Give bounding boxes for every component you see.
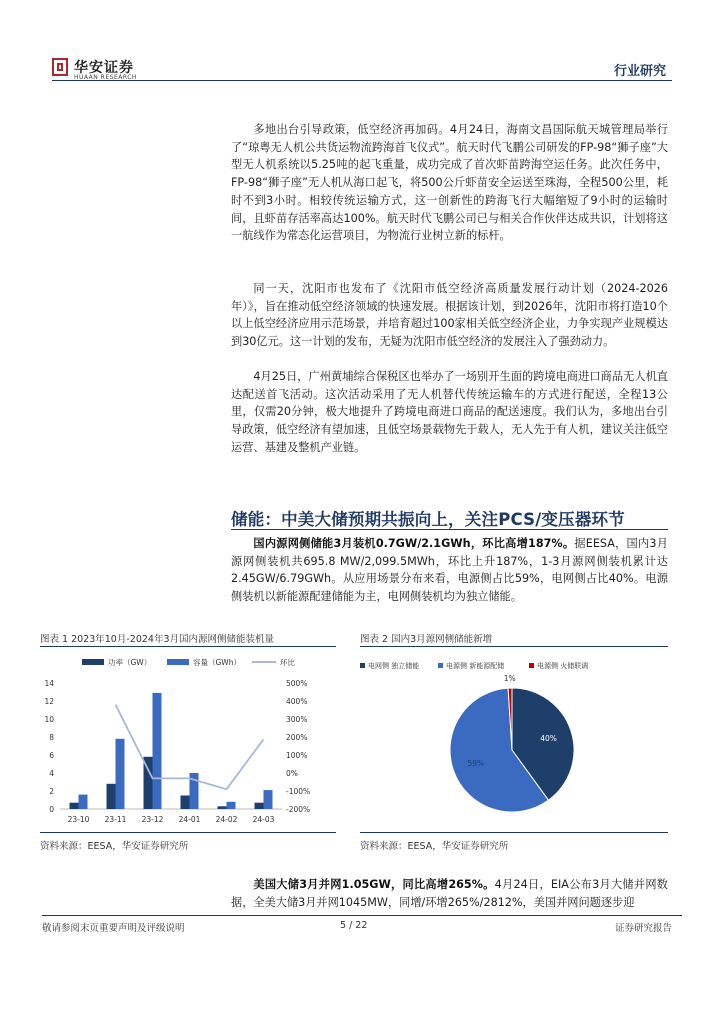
paragraph-5-body: 4月24日，EIA公布3月大储并网数据，全美大储3月并网1045MW，同增/环增265%/2812%，美国并网问题逐步迎 [231, 878, 668, 909]
bar-power [70, 803, 79, 809]
y2-tick-label: 200% [286, 733, 308, 742]
y-tick-label: 0 [49, 805, 54, 814]
footer-disclaimer: 敬请参阅末页重要声明及评级说明 [42, 923, 185, 934]
y-tick-label: 2 [49, 787, 54, 796]
y2-tick-label: -200% [286, 805, 311, 814]
bar-power [181, 796, 190, 810]
paragraph-1: 多地出台引导政策，低空经济再加码。4月24日，海南文昌国际航天城管理局举行了“琼粤无人机公共货运物流跨海首飞仪式”。航天时代飞鹏公司研发的FP-98“狮子座”大型无人机系统以5.25吨的起飞重量，成功完成了首次虾苗跨海空运任务。此次任务中，FP-98“狮子座”无人机从海口起飞，将500公斤虾苗安全运送至珠海，全程500公里，耗时不到3小时。相较传统运输方式，这一创新性的跨海飞行大幅缩短了9小时的运输时间，且虾苗存活率高达100%。航天时代飞鹏公司已与相关合作伙伴达成共识，计划将这一航线作为常态化运营项目，为物流行业树立新的标杆。 [231, 123, 668, 243]
x-tick-label: 23-11 [104, 815, 127, 824]
figure-1-top-rule [40, 646, 336, 647]
y2-tick-label: 100% [286, 751, 308, 760]
y-tick-label: 14 [44, 679, 54, 688]
chart-2-pie [450, 674, 574, 812]
legend-label-capacity: 容量（GWh） [193, 658, 241, 667]
page-number: 5 / 22 [340, 920, 368, 931]
figure-1-bottom-rule [40, 832, 336, 833]
bar-power [107, 784, 116, 809]
bar-power [218, 806, 227, 809]
x-tick-label: 24-03 [252, 815, 275, 824]
legend-label-grid: 电网侧 独立储能 [368, 662, 420, 670]
figure-2-top-rule [360, 646, 668, 647]
y-tick-label: 8 [49, 733, 54, 742]
legend-label-mom: 环比 [280, 658, 295, 667]
x-tick-label: 24-02 [215, 815, 238, 824]
report-type: 行业研究 [613, 64, 666, 79]
x-tick-label: 23-12 [141, 815, 164, 824]
bar-power [255, 803, 264, 809]
legend-swatch-capacity [167, 659, 189, 665]
logo-mark [52, 58, 68, 76]
pie-label: 59% [467, 759, 485, 769]
figure-2-chart [352, 650, 672, 830]
y2-tick-label: 0% [286, 769, 298, 778]
y2-tick-label: 400% [286, 697, 308, 706]
y2-tick-label: -100% [286, 787, 311, 796]
legend-swatch-thermal [529, 663, 534, 668]
paragraph-3: 4月25日，广州黄埔综合保税区也举办了一场别开生面的跨境电商进口商品无人机直达配送首飞活动。这次活动采用了无人机替代传统运输车的方式进行配送，全程13公里，仅需20分钟，极大地提升了跨境电商进口商品的配送速度。我们认为，多地出台引导政策，低空经济有望加速，且低空场景载物先于载人，无人先于有人机，建议关注低空运营、基建及整机产业链。 [231, 370, 668, 454]
chart-2-legend [360, 661, 588, 670]
legend-label-thermal: 电源侧 火储联调 [537, 662, 589, 670]
y2-tick-label: 300% [286, 715, 308, 724]
chart-1-legend [82, 657, 295, 667]
paragraph-5-lead: 美国大储3月并网1.05GW，同比高增265%。 [253, 878, 495, 891]
legend-label-power: 功率（GW） [108, 658, 152, 667]
logo-subtext: HUAAN RESEARCH [74, 74, 137, 81]
legend-swatch-grid [360, 663, 365, 668]
legend-swatch-newenergy [438, 663, 443, 668]
legend-swatch-power [82, 659, 104, 665]
figure-2-bottom-rule [360, 832, 668, 833]
y-tick-label: 12 [44, 697, 54, 706]
bar-capacity [153, 693, 162, 809]
figure-2-source: 资料来源：EESA，华安证券研究所 [360, 841, 509, 852]
section-divider [231, 529, 668, 530]
legend-label-newenergy: 电源侧 新能源配储 [446, 662, 505, 670]
chart-1-plot [44, 679, 310, 824]
figure-2-title: 图表 2 国内3月源网侧储能新增 [360, 634, 493, 645]
pie-label: 40% [540, 734, 557, 744]
x-tick-label: 23-10 [67, 815, 90, 824]
paragraph-5 [231, 876, 668, 911]
y-tick-label: 6 [49, 751, 54, 760]
bar-capacity [79, 795, 88, 809]
figure-1-source: 资料来源：EESA，华安证券研究所 [40, 841, 189, 852]
header-divider [52, 80, 672, 81]
paragraph-2: 同一天，沈阳市也发布了《沈阳市低空经济高质量发展行动计划（2024-2026年）》，旨在推动低空经济领域的快速发展。根据该计划，到2026年，沈阳市将打造10个以上低空经济应用示范场景，并培育超过100家相关低空经济企业，力争实现产业规模达到30亿元。这一计划的发布，无疑为沈阳市低空经济的发展注入了强劲动力。 [231, 282, 668, 349]
bar-capacity [264, 790, 273, 809]
paragraph-4 [231, 535, 668, 606]
logo-text: 华安证券 [74, 60, 134, 76]
section-title: 储能：中美大储预期共振向上，关注PCS/变压器环节 [231, 510, 625, 529]
paragraph-4-body: 据EESA，国内3月源网侧装机共695.8 MW/2,099.5MWh，环比上升187%，1-3月源网侧装机累计达2.45GW/6.79GWh。从应用场景分布来看，电源侧占比59%，电网侧占比40%。电源侧装机以新能源配建储能为主，电网侧装机均为独立储能。 [231, 537, 668, 604]
footer-report-label: 证券研究报告 [614, 923, 672, 934]
pie-label: 1% [503, 674, 516, 684]
x-tick-label: 24-01 [178, 815, 201, 824]
y2-tick-label: 500% [286, 679, 308, 688]
y-tick-label: 4 [49, 769, 54, 778]
figure-1-title: 图表 1 2023年10月-2024年3月国内源网侧储能装机量 [40, 634, 274, 645]
footer-divider [42, 915, 682, 916]
bar-capacity [116, 739, 125, 809]
figure-1-chart [30, 650, 340, 830]
y-tick-label: 10 [44, 715, 54, 724]
bar-capacity [227, 802, 236, 809]
paragraph-4-lead: 国内源网侧储能3月装机0.7GW/2.1GWh，环比高增187%。 [253, 537, 575, 550]
